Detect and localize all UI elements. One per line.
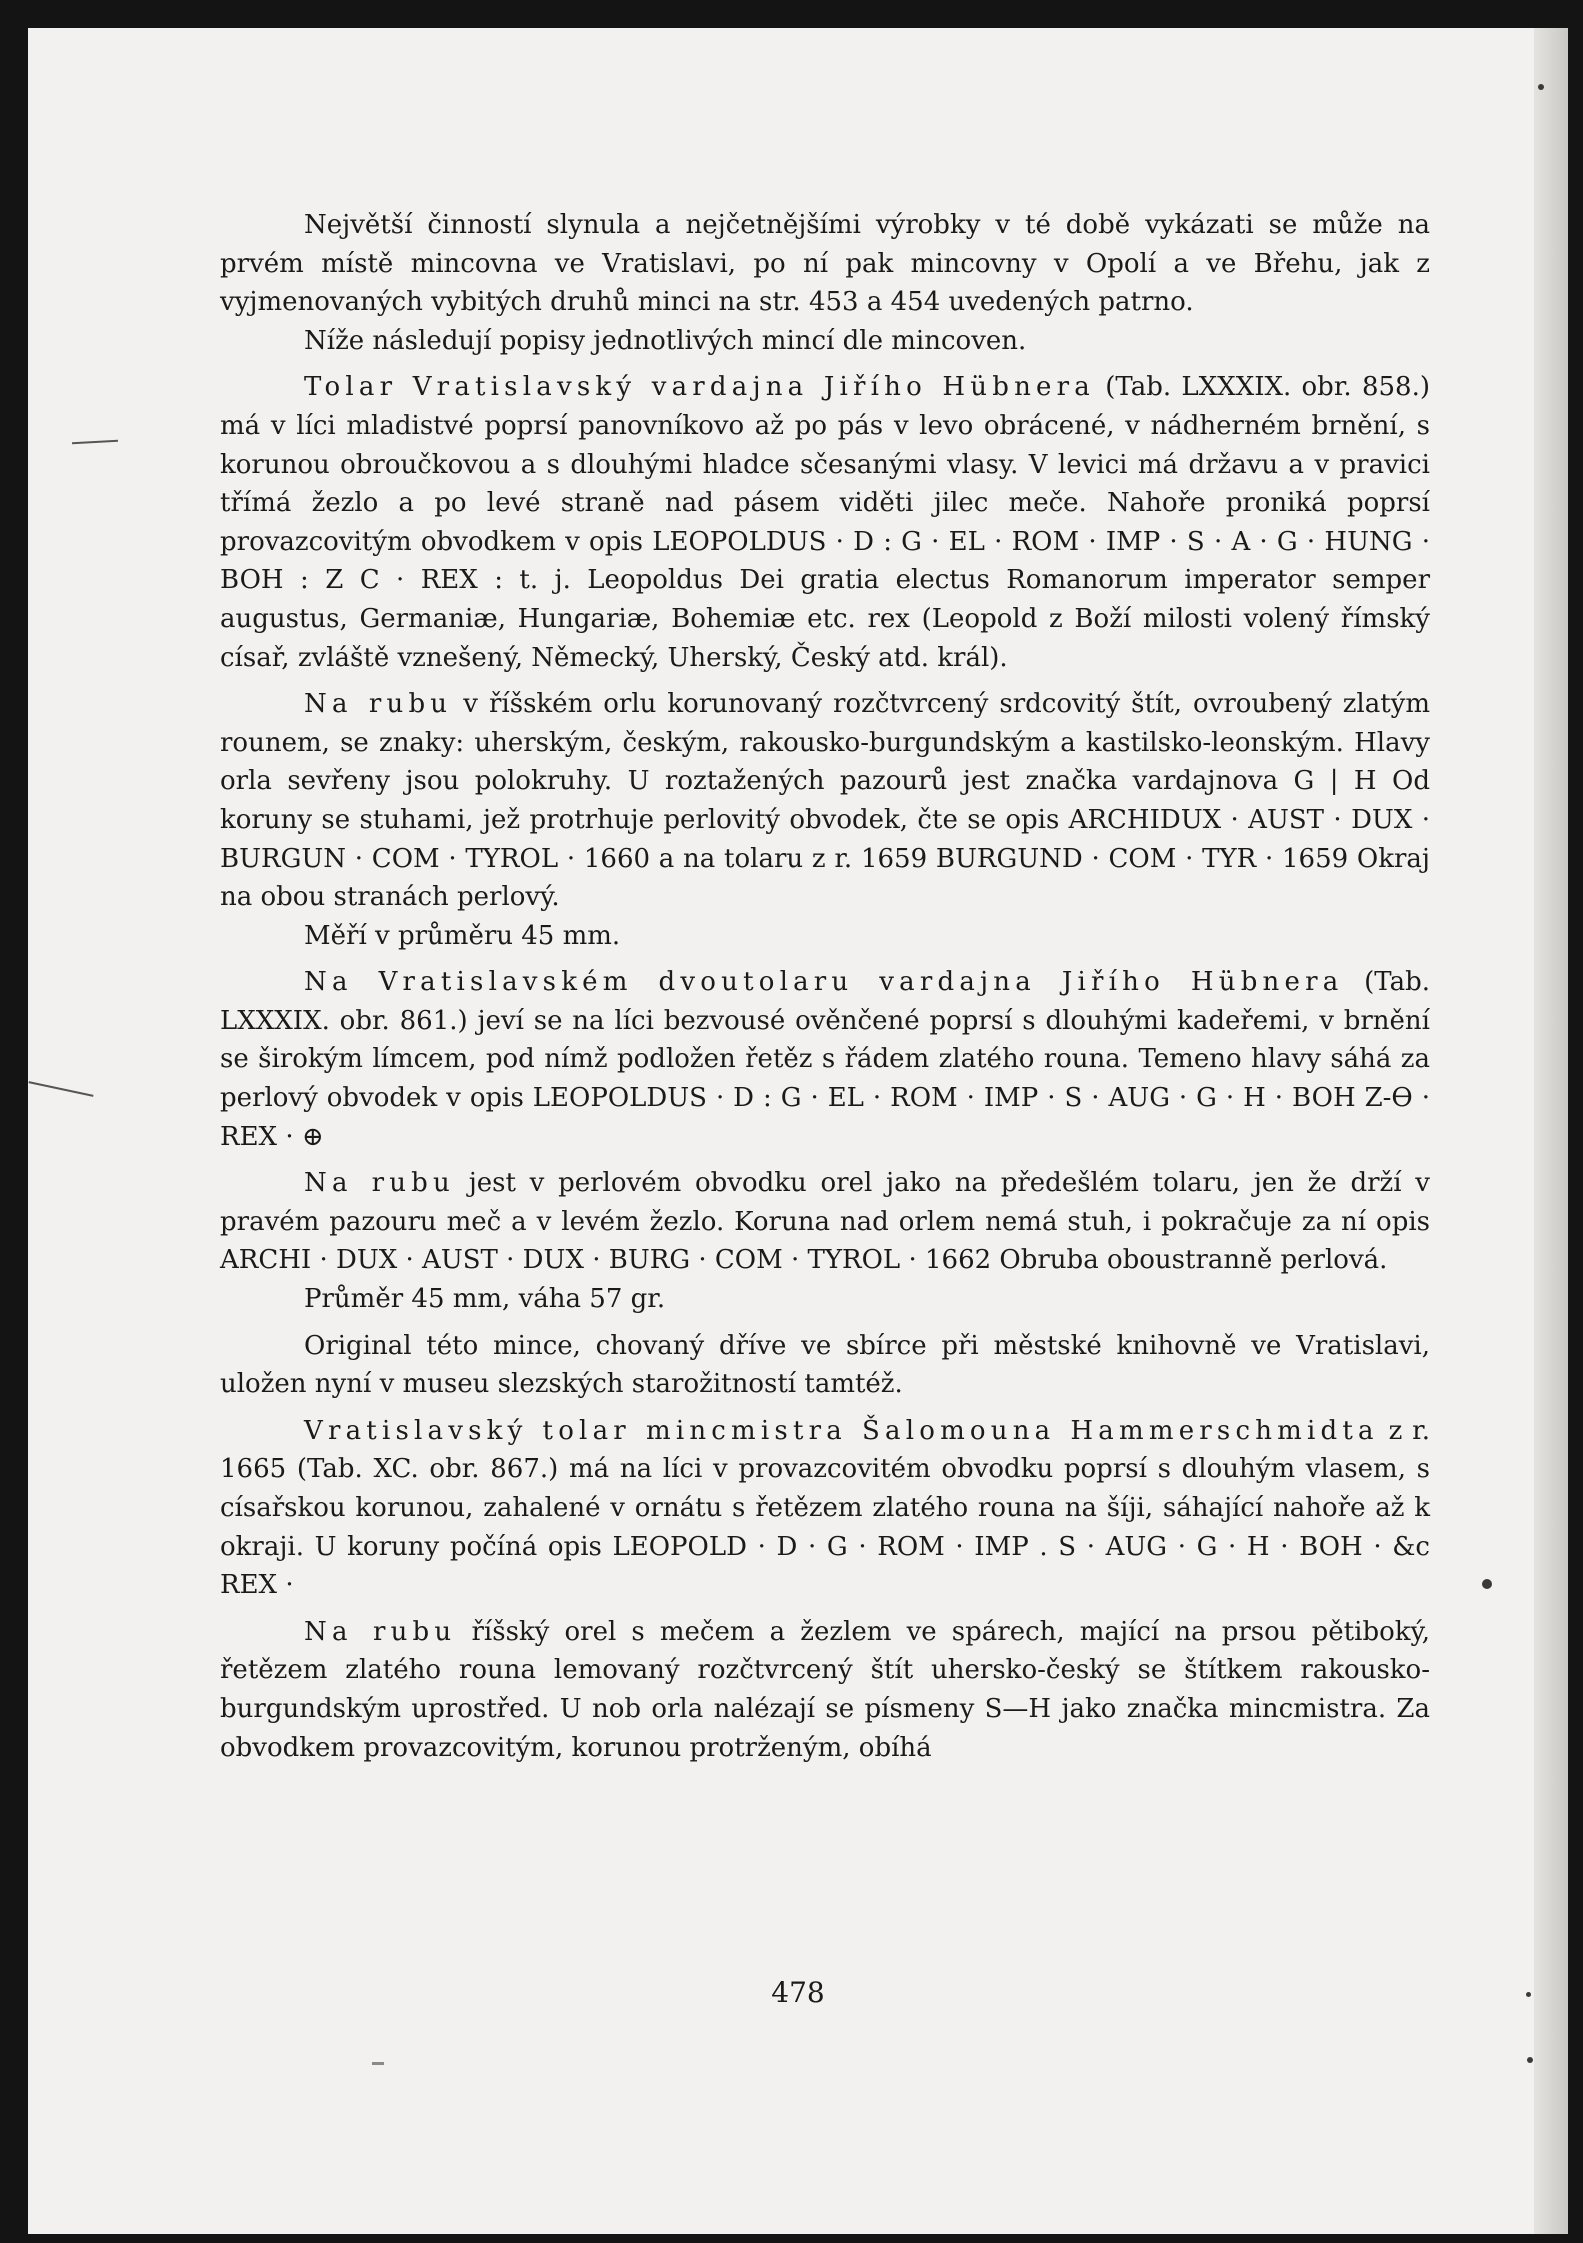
paragraph (220, 1613, 1430, 1767)
paragraph (220, 206, 1430, 322)
spaced-lead: Na Vratislavském dvoutolaru vardajna Jiřího Hübnera (304, 967, 1344, 998)
paragraph-text: Original této mince, chovaný dříve ve sbírce při městské knihovně ve Vratislavi, uložen nyní v museu slezských starožitností tamtéž. (220, 1330, 1430, 1400)
paragraph-text: jest v perlovém obvodku orel jako na předešlém tolaru, jen že drží v pravém pazouru meč a v levém žezlo. Koruna nad orlem nemá stuh, i pokračuje za ní opis ARCHI · DUX · AUST · DUX · BURG · COM · TYROL · 1662 Obruba oboustranně perlová. (220, 1168, 1430, 1276)
paragraph (220, 1280, 1430, 1319)
ink-smudge (372, 2062, 384, 2065)
paragraph (220, 1164, 1430, 1280)
paragraph-text: (Tab. LXXXIX. obr. 861.) jeví se na líci bezvousé ověnčené poprsí s dlouhými kadeřemi, v brnění se širokým límcem, pod nímž podložen řetěz s řádem zlatého rouna. Temeno hlavy sáhá za perlový obvodek v opis LEOPOLDUS · D : G · EL · ROM · IMP · S · AUG · G · H · BOH Z-Ɵ · REX · ⊕ (220, 967, 1430, 1152)
paragraph (220, 685, 1430, 917)
paragraph (220, 322, 1430, 361)
paragraph (220, 1327, 1430, 1404)
spaced-lead: Tolar Vratislavský vardajna Jiřího Hübnera (304, 372, 1095, 403)
paragraph (220, 917, 1430, 956)
paragraph-text: říšský orel s mečem a žezlem ve spárech, mající na prsou pětiboký, řetězem zlatého rouna lemovaný rozčtvrcený štít uhersko-český se štítkem rakousko-burgundským uprostřed. U nob orla nalézají se písmeny S—H jako značka mincmistra. Za obvodkem provazcovitým, korunou protrženým, obíhá (220, 1616, 1430, 1763)
margin-pencil-mark (29, 1081, 94, 1097)
paragraph-text: v říšském orlu korunovaný rozčtvrcený srdcovitý štít, ovroubený zlatým rounem, se znaky: uherským, českým, rakousko-burgundským a kastilsko-leonským. Hlavy orla sevřeny jsou polokruhy. U roztažených pazourů jest značka vardajnova G | H Od koruny se stuhami, jež protrhuje perlovitý obvodek, čte se opis ARCHIDUX · AUST · DUX · BURGUN · COM · TYROL · 1660 a na tolaru z r. 1659 BURGUND · COM · TYR · 1659 Okraj na obou stranách perlový. (220, 689, 1430, 913)
paragraph-text: (Tab. LXXXIX. obr. 858.) má v líci mladistvé poprsí panovníkovo až po pás v levo obrácené, v nádherném brnění, s korunou obroučkovou a s dlouhými hladce sčesanými vlasy. V levici má državu a v pravici třímá žezlo a po levé straně nad pásem viděti jilec meče. Nahoře proniká poprsí provazcovitým obvodkem v opis LEOPOLDUS · D : G · EL · ROM · IMP · S · A · G · HUNG · BOH : Z C · REX : t. j. Leopoldus Dei gratia electus Romanorum imperator semper augustus, Germaniæ, Hungariæ, Bohemiæ etc. rex (Leopold z Boží milosti volený římský císař, zvláště vznešený, Německý, Uherský, Český atd. král). (220, 372, 1430, 673)
spaced-lead: Na rubu (304, 1616, 457, 1647)
page-edge-shadow (1534, 28, 1568, 2234)
paragraph-text: Měří v průměru 45 mm. (304, 920, 621, 951)
spaced-lead: Na rubu (304, 1168, 455, 1199)
page-number: 478 (771, 1976, 825, 2009)
paragraph-text: Níže následují popisy jednotlivých mincí dle mincoven. (304, 325, 1027, 356)
ink-speck (1482, 1579, 1492, 1589)
margin-pencil-mark (72, 440, 118, 444)
spaced-lead: Na rubu (304, 689, 453, 720)
paragraph-text: Průměr 45 mm, váha 57 gr. (304, 1284, 666, 1315)
paragraph-text: z r. 1665 (Tab. XC. obr. 867.) má na líci v provazcovitém obvodku poprsí s dlouhým vlasem, s císařskou korunou, zahalené v ornátu s řetězem zlatého rouna na šíji, sáhající nahoře až k okraji. U koruny počíná opis LEOPOLD · D · G · ROM · IMP . S · AUG · G · H · BOH · &c REX · (220, 1415, 1430, 1601)
ink-speck (1527, 2057, 1533, 2063)
ink-speck (1538, 84, 1544, 90)
body-text (220, 206, 1430, 1767)
paragraph (220, 1412, 1430, 1605)
paragraph-text: Největší činností slynula a nejčetnějšími výrobky v té době vykázati se může na prvém místě mincovna ve Vratislavi, po ní pak mincovny v Opolí a ve Břehu, jak z vyjmenovaných vybitých druhů minci na str. 453 a 454 uvedených patrno. (220, 210, 1430, 318)
spaced-lead: Vratislavský tolar mincmistra Šalomouna Hammerschmidta (304, 1415, 1379, 1446)
book-page (28, 28, 1568, 2234)
paragraph (220, 963, 1430, 1156)
paragraph (220, 368, 1430, 677)
